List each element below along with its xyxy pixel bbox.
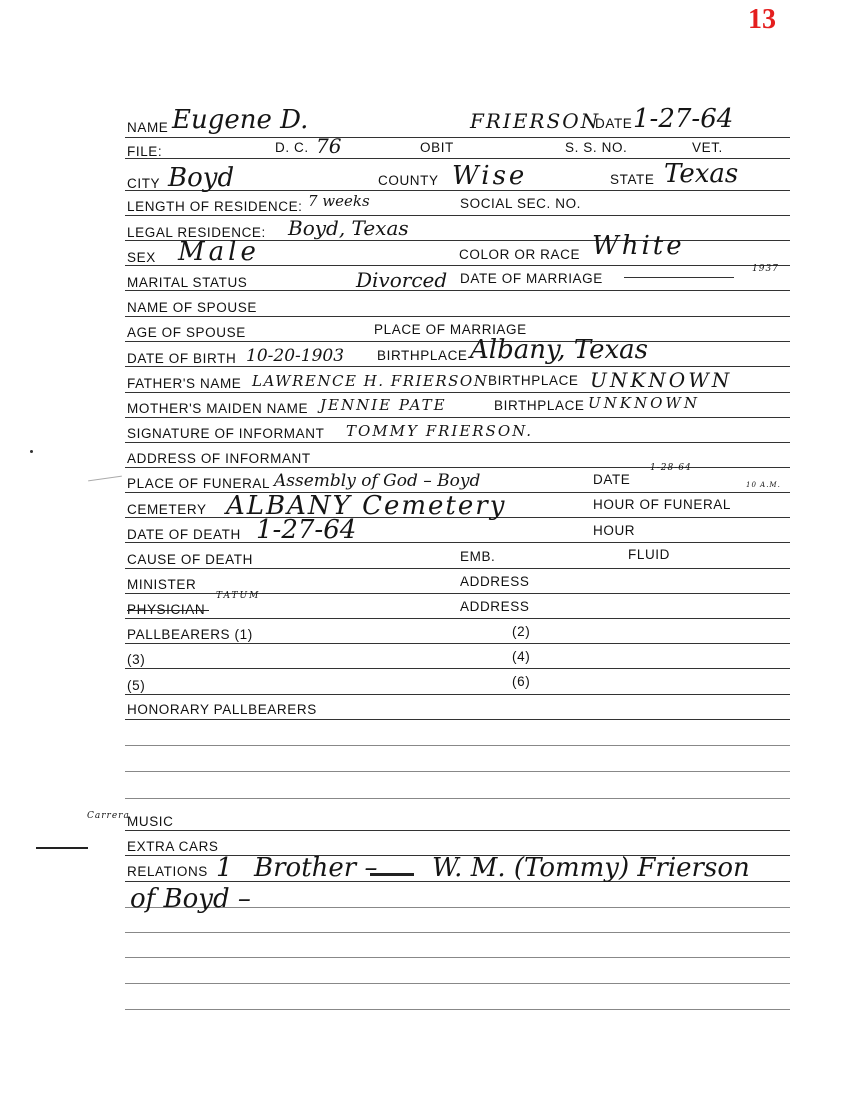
relations-label: RELATIONS — [127, 864, 208, 879]
date-of-birth-label: DATE OF BIRTH — [127, 351, 237, 366]
name-of-spouse-label: NAME OF SPOUSE — [127, 300, 257, 315]
address-informant-label: ADDRESS OF INFORMANT — [127, 451, 311, 466]
rule-blank — [125, 798, 790, 799]
rule-blank — [125, 1009, 790, 1010]
mothers-maiden-label: MOTHER'S MAIDEN NAME — [127, 401, 309, 416]
rule-pb5 — [125, 694, 790, 695]
vet-label: VET. — [692, 140, 723, 155]
rule-name — [125, 137, 790, 138]
rule-blank — [125, 771, 790, 772]
relations-name-entry: W. M. (Tommy) Frierson — [432, 853, 750, 883]
state-entry: Texas — [664, 159, 739, 189]
music-label: MUSIC — [127, 814, 174, 829]
funeral-date-entry: 1-28-64 — [650, 463, 692, 473]
emb-label: EMB. — [460, 549, 496, 564]
name-label: NAME — [127, 120, 169, 135]
first-name-entry: Eugene D. — [172, 105, 309, 135]
mothers-maiden-name-entry: JENNIE PATE — [320, 396, 447, 414]
date-entry: 1-27-64 — [633, 104, 734, 134]
state-label: STATE — [610, 172, 655, 187]
legal-residence-entry: Boyd, Texas — [288, 216, 409, 240]
fathers-name-label: FATHER'S NAME — [127, 376, 242, 391]
length-residence-label: LENGTH OF RESIDENCE: — [127, 199, 303, 214]
rule-marital — [125, 290, 790, 291]
fluid-label: FLUID — [628, 547, 671, 562]
birthplace-label: BIRTHPLACE — [377, 348, 468, 363]
date-label: DATE — [595, 116, 633, 131]
obit-label: OBIT — [420, 140, 454, 155]
rule-physician — [125, 618, 790, 619]
date-of-death-label: DATE OF DEATH — [127, 527, 241, 542]
social-sec-label: SOCIAL SEC. NO. — [460, 196, 582, 211]
minister-label: MINISTER — [127, 577, 197, 592]
fathers-birthplace-label: BIRTHPLACE — [488, 373, 579, 388]
pallbearer-6-label: (6) — [512, 674, 531, 689]
margin-faint-stroke — [88, 476, 122, 482]
rule-blank — [125, 957, 790, 958]
city-label: CITY — [127, 176, 161, 191]
place-of-marriage-label: PLACE OF MARRIAGE — [374, 322, 527, 337]
rule-blank — [125, 983, 790, 984]
fathers-name-entry: LAWRENCE H. FRIERSON — [252, 372, 489, 390]
rule-father — [125, 392, 790, 393]
race-entry: White — [592, 231, 685, 261]
county-label: COUNTY — [378, 173, 439, 188]
page-number: 13 — [748, 4, 776, 35]
relations-scribble — [370, 873, 414, 876]
place-of-funeral-entry: Assembly of God – Boyd — [274, 471, 481, 491]
music-note: Carrera — [87, 811, 130, 821]
rule-length — [125, 215, 790, 216]
county-entry: Wise — [452, 161, 528, 191]
hour-label: HOUR — [593, 523, 636, 538]
fathers-birthplace-entry: UNKNOWN — [590, 368, 733, 392]
rule-blank — [125, 932, 790, 933]
margin-pen-stroke — [36, 847, 88, 849]
pallbearers-label: PALLBEARERS (1) — [127, 627, 253, 642]
file-label: FILE: — [127, 144, 163, 159]
rule-pb3 — [125, 668, 790, 669]
ss-no-label: S. S. NO. — [565, 140, 628, 155]
margin-dot — [30, 450, 33, 453]
birthplace-entry: Albany, Texas — [470, 335, 648, 365]
rule-age-spouse — [125, 341, 790, 342]
rule-music — [125, 830, 790, 831]
date-of-marriage-label: DATE OF MARRIAGE — [460, 271, 603, 286]
city-entry: Boyd — [168, 163, 235, 193]
date-of-birth-entry: 10-20-1903 — [246, 346, 345, 366]
relations-line2-entry: of Boyd – — [130, 884, 251, 914]
rule-pb1 — [125, 643, 790, 644]
pallbearer-2-label: (2) — [512, 624, 531, 639]
cemetery-entry: ALBANY Cemetery — [226, 491, 507, 521]
place-of-funeral-label: PLACE OF FUNERAL — [127, 476, 271, 491]
dc-label: D. C. — [275, 140, 309, 155]
physician-label: PHYSICIAN — [127, 602, 206, 617]
dc-entry: 76 — [316, 134, 342, 158]
funeral-hour-entry: 10 A.M. — [746, 481, 781, 489]
length-of-residence-entry: 7 weeks — [308, 192, 370, 210]
physician-address-label: ADDRESS — [460, 599, 530, 614]
rule-honorary — [125, 719, 790, 720]
relations-number-entry: 1 — [216, 853, 233, 883]
marital-status-entry: Divorced — [356, 268, 448, 292]
physician-note: TATUM — [216, 591, 261, 601]
rule-dob — [125, 366, 790, 367]
funeral-date-label: DATE — [593, 472, 631, 487]
marriage-year-entry: 1937 — [752, 264, 779, 274]
informant-signature-entry: TOMMY FRIERSON. — [346, 422, 534, 440]
legal-residence-label: LEGAL RESIDENCE: — [127, 225, 266, 240]
marital-status-label: MARITAL STATUS — [127, 275, 248, 290]
pallbearer-3-label: (3) — [127, 652, 146, 667]
sex-label: SEX — [127, 250, 156, 265]
cemetery-label: CEMETERY — [127, 502, 207, 517]
rule-signature — [125, 442, 790, 443]
sex-entry: Male — [178, 237, 260, 267]
rule-cause — [125, 568, 790, 569]
extra-cars-label: EXTRA CARS — [127, 839, 219, 854]
rule-mother — [125, 417, 790, 418]
rule-spouse — [125, 316, 790, 317]
last-name-entry: FRIERSON — [470, 109, 601, 133]
mothers-birthplace-label: BIRTHPLACE — [494, 398, 585, 413]
pallbearer-5-label: (5) — [127, 678, 146, 693]
relations-brother-entry: Brother – — [254, 853, 378, 883]
physician-strikethrough — [127, 610, 209, 611]
minister-address-label: ADDRESS — [460, 574, 530, 589]
pallbearer-4-label: (4) — [512, 649, 531, 664]
color-race-label: COLOR OR RACE — [459, 247, 581, 262]
rule-blank — [125, 745, 790, 746]
honorary-pallbearers-label: HONORARY PALLBEARERS — [127, 702, 317, 717]
mothers-birthplace-entry: UNKNOWN — [588, 394, 700, 412]
rule-dod — [125, 542, 790, 543]
date-of-death-entry: 1-27-64 — [256, 515, 357, 545]
signature-informant-label: SIGNATURE OF INFORMANT — [127, 426, 325, 441]
age-of-spouse-label: AGE OF SPOUSE — [127, 325, 246, 340]
marriage-date-line — [624, 277, 734, 278]
cause-of-death-label: CAUSE OF DEATH — [127, 552, 253, 567]
hour-of-funeral-label: HOUR OF FUNERAL — [593, 497, 732, 512]
